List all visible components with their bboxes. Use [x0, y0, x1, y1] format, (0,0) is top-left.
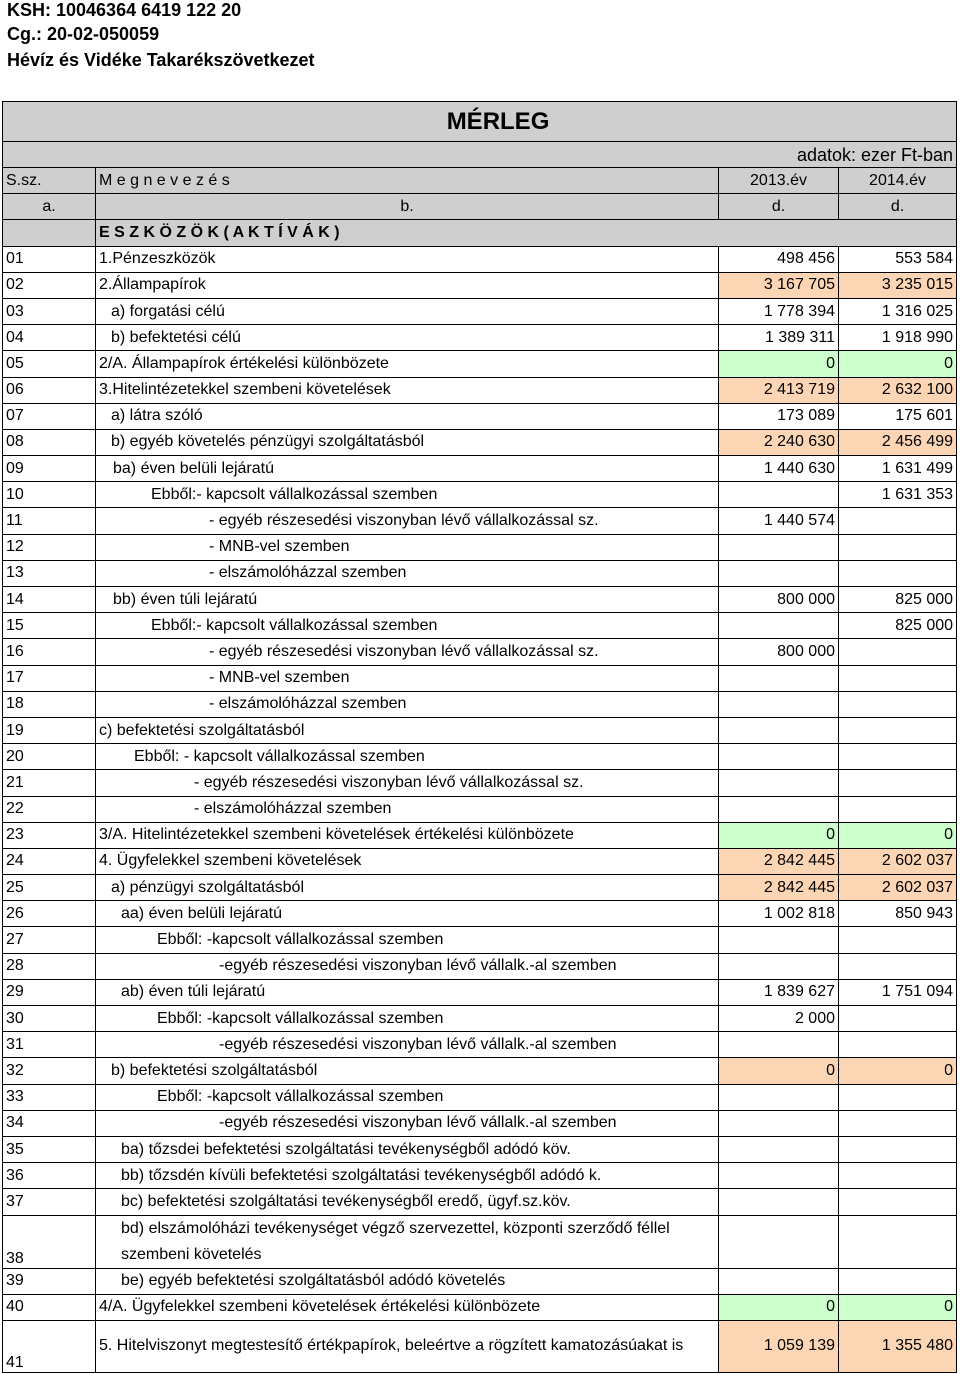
- value-2014: [839, 770, 957, 796]
- table-row: [3, 456, 957, 482]
- value-2013: [719, 927, 839, 953]
- table-row: [3, 1215, 957, 1268]
- table-row: [3, 1268, 957, 1294]
- table-row: [3, 1189, 957, 1215]
- balance-sheet-body: [3, 102, 957, 1373]
- row-label: 2/A. Állampapírok értékelési különbözete: [96, 351, 719, 377]
- row-label: - egyéb részesedési viszonyban lévő vállalkozással sz.: [96, 639, 719, 665]
- value-2013: [719, 953, 839, 979]
- value-2014: [839, 744, 957, 770]
- row-number: 06: [3, 377, 96, 403]
- table-row: [3, 429, 957, 455]
- value-2014: [839, 1189, 957, 1215]
- value-2013: 1 440 630: [719, 456, 839, 482]
- col-letter-d-2014: d.: [839, 194, 957, 220]
- value-2013: 1 389 311: [719, 325, 839, 351]
- row-number: 11: [3, 508, 96, 534]
- value-2013: 1 059 139: [719, 1320, 839, 1372]
- row-label: - elszámolóházzal szemben: [96, 691, 719, 717]
- value-2013: [719, 1032, 839, 1058]
- table-row: [3, 639, 957, 665]
- table-row: [3, 1294, 957, 1320]
- table-row: [3, 508, 957, 534]
- row-label: Ebből: -kapcsolt vállalkozással szemben: [96, 1084, 719, 1110]
- row-label: 4/A. Ügyfelekkel szembeni követelések értékelési különbözete: [96, 1294, 719, 1320]
- table-row: [3, 927, 957, 953]
- table-row: [3, 691, 957, 717]
- value-2014: [839, 665, 957, 691]
- row-label: -egyéb részesedési viszonyban lévő vállalk.-al szemben: [96, 1032, 719, 1058]
- value-2014: 1 751 094: [839, 979, 957, 1005]
- row-number: 01: [3, 246, 96, 272]
- table-row: [3, 1032, 957, 1058]
- value-2013: 498 456: [719, 246, 839, 272]
- value-2014: 1 631 353: [839, 482, 957, 508]
- col-header-2013: 2013.év: [719, 168, 839, 194]
- value-2013: [719, 796, 839, 822]
- row-label: bc) befektetési szolgáltatási tevékenységből eredő, ügyf.sz.köv.: [96, 1189, 719, 1215]
- value-2014: [839, 717, 957, 743]
- value-2013: 2 842 445: [719, 848, 839, 874]
- value-2014: 1 631 499: [839, 456, 957, 482]
- row-number: 36: [3, 1163, 96, 1189]
- row-label: c) befektetési szolgáltatásból: [96, 717, 719, 743]
- row-label: b) egyéb követelés pénzügyi szolgáltatásból: [96, 429, 719, 455]
- row-label: ba) tőzsdei befektetési szolgáltatási tevékenységből adódó köv.: [96, 1136, 719, 1162]
- value-2014: 2 602 037: [839, 875, 957, 901]
- value-2013: 2 413 719: [719, 377, 839, 403]
- table-row: [3, 1084, 957, 1110]
- row-number: 34: [3, 1110, 96, 1136]
- row-number: 37: [3, 1189, 96, 1215]
- value-2014: 175 601: [839, 403, 957, 429]
- table-row: [3, 325, 957, 351]
- table-row: [3, 848, 957, 874]
- row-number: 09: [3, 456, 96, 482]
- section-empty-cell: [3, 220, 96, 246]
- row-number: 22: [3, 796, 96, 822]
- row-number: 14: [3, 587, 96, 613]
- value-2014: 1 355 480: [839, 1320, 957, 1372]
- row-label: a) forgatási célú: [96, 298, 719, 324]
- row-label: b) befektetési célú: [96, 325, 719, 351]
- row-number: 33: [3, 1084, 96, 1110]
- row-label: -egyéb részesedési viszonyban lévő vállalk.-al szemben: [96, 1110, 719, 1136]
- row-number: 38: [3, 1215, 96, 1268]
- table-row: [3, 246, 957, 272]
- table-row: [3, 770, 957, 796]
- row-number: 19: [3, 717, 96, 743]
- row-number: 26: [3, 901, 96, 927]
- table-row: [3, 717, 957, 743]
- unit-label: adatok: ezer Ft-ban: [3, 142, 957, 168]
- row-number: 04: [3, 325, 96, 351]
- row-number: 03: [3, 298, 96, 324]
- row-number: 24: [3, 848, 96, 874]
- table-row: [3, 1320, 957, 1372]
- table-row: [3, 534, 957, 560]
- value-2013: 1 440 574: [719, 508, 839, 534]
- row-number: 05: [3, 351, 96, 377]
- value-2013: 2 842 445: [719, 875, 839, 901]
- row-label: Ebből:- kapcsolt vállalkozással szemben: [96, 482, 719, 508]
- value-2013: [719, 1268, 839, 1294]
- row-label: 5. Hitelviszonyt megtestesítő értékpapírok, beleértve a rögzített kamatozásúakat is: [96, 1320, 719, 1372]
- row-label: 3/A. Hitelintézetekkel szembeni követelések értékelési különbözete: [96, 822, 719, 848]
- row-number: 27: [3, 927, 96, 953]
- row-number: 07: [3, 403, 96, 429]
- value-2014: [839, 953, 957, 979]
- table-row: [3, 560, 957, 586]
- table-row: [3, 953, 957, 979]
- row-number: 35: [3, 1136, 96, 1162]
- row-label: ab) éven túli lejáratú: [96, 979, 719, 1005]
- table-row: [3, 272, 957, 298]
- table-row: [3, 744, 957, 770]
- table-row: [3, 901, 957, 927]
- section-title: E S Z K Ö Z Ö K ( A K T Í V Á K ): [96, 220, 957, 246]
- row-label: - egyéb részesedési viszonyban lévő vállalkozással sz.: [96, 770, 719, 796]
- row-label: - MNB-vel szemben: [96, 534, 719, 560]
- value-2014: [839, 1136, 957, 1162]
- value-2014: 553 584: [839, 246, 957, 272]
- row-number: 18: [3, 691, 96, 717]
- col-header-ssz: S.sz.: [3, 168, 96, 194]
- row-number: 41: [3, 1320, 96, 1372]
- value-2014: [839, 796, 957, 822]
- unit-row: [3, 142, 957, 168]
- table-row: [3, 822, 957, 848]
- row-label: - egyéb részesedési viszonyban lévő vállalkozással sz.: [96, 508, 719, 534]
- value-2014: 1 918 990: [839, 325, 957, 351]
- value-2014: [839, 1084, 957, 1110]
- value-2013: 1 778 394: [719, 298, 839, 324]
- value-2014: 0: [839, 1294, 957, 1320]
- row-label: 4. Ügyfelekkel szembeni követelések: [96, 848, 719, 874]
- row-number: 10: [3, 482, 96, 508]
- value-2013: [719, 691, 839, 717]
- row-label: Ebből: -kapcsolt vállalkozással szemben: [96, 1006, 719, 1032]
- row-label: ba) éven belüli lejáratú: [96, 456, 719, 482]
- value-2014: [839, 1006, 957, 1032]
- value-2013: [719, 482, 839, 508]
- row-number: 02: [3, 272, 96, 298]
- value-2014: [839, 1163, 957, 1189]
- section-row: [3, 220, 957, 246]
- value-2014: 825 000: [839, 587, 957, 613]
- value-2014: [839, 560, 957, 586]
- value-2013: 3 167 705: [719, 272, 839, 298]
- value-2013: [719, 1084, 839, 1110]
- col-letter-d-2013: d.: [719, 194, 839, 220]
- table-row: [3, 377, 957, 403]
- table-row: [3, 298, 957, 324]
- table-row: [3, 403, 957, 429]
- row-label: - MNB-vel szemben: [96, 665, 719, 691]
- value-2014: [839, 1110, 957, 1136]
- row-number: 17: [3, 665, 96, 691]
- table-row: [3, 587, 957, 613]
- value-2014: 2 632 100: [839, 377, 957, 403]
- table-row: [3, 1136, 957, 1162]
- row-label: a) pénzügyi szolgáltatásból: [96, 875, 719, 901]
- col-header-2014: 2014.év: [839, 168, 957, 194]
- table-row: [3, 613, 957, 639]
- table-row: [3, 875, 957, 901]
- table-row: [3, 1163, 957, 1189]
- table-row: [3, 482, 957, 508]
- value-2013: [719, 744, 839, 770]
- column-header-row: [3, 168, 957, 194]
- row-label: aa) éven belüli lejáratú: [96, 901, 719, 927]
- row-label: - elszámolóházzal szemben: [96, 796, 719, 822]
- table-row: [3, 1006, 957, 1032]
- value-2013: [719, 770, 839, 796]
- table-row: [3, 979, 957, 1005]
- value-2014: 1 316 025: [839, 298, 957, 324]
- value-2013: 800 000: [719, 639, 839, 665]
- value-2014: 0: [839, 822, 957, 848]
- row-label: 3.Hitelintézetekkel szembeni követelések: [96, 377, 719, 403]
- value-2014: [839, 639, 957, 665]
- table-row: [3, 1058, 957, 1084]
- row-number: 23: [3, 822, 96, 848]
- value-2014: [839, 691, 957, 717]
- value-2013: 0: [719, 351, 839, 377]
- value-2014: [839, 508, 957, 534]
- value-2013: [719, 560, 839, 586]
- value-2014: 2 456 499: [839, 429, 957, 455]
- value-2013: [719, 613, 839, 639]
- ksh-number: KSH: 10046364 6419 122 20: [7, 0, 242, 20]
- row-label: - elszámolóházzal szemben: [96, 560, 719, 586]
- value-2013: 800 000: [719, 587, 839, 613]
- value-2013: [719, 665, 839, 691]
- row-number: 15: [3, 613, 96, 639]
- table-title: MÉRLEG: [3, 102, 957, 142]
- table-row: [3, 351, 957, 377]
- row-label: bb) éven túli lejáratú: [96, 587, 719, 613]
- col-header-name: M e g n e v e z é s: [96, 168, 719, 194]
- row-number: 08: [3, 429, 96, 455]
- value-2013: 2 240 630: [719, 429, 839, 455]
- value-2014: 0: [839, 1058, 957, 1084]
- row-number: 16: [3, 639, 96, 665]
- value-2013: [719, 717, 839, 743]
- value-2013: [719, 1215, 839, 1268]
- row-label: Ebből: - kapcsolt vállalkozással szemben: [96, 744, 719, 770]
- value-2014: [839, 1215, 957, 1268]
- value-2014: 850 943: [839, 901, 957, 927]
- balance-sheet-table: [2, 101, 957, 1373]
- table-row: [3, 1110, 957, 1136]
- row-number: 20: [3, 744, 96, 770]
- row-number: 12: [3, 534, 96, 560]
- company-registration-number: Cg.: 20-02-050059: [7, 24, 160, 44]
- value-2014: 2 602 037: [839, 848, 957, 874]
- table-row: [3, 796, 957, 822]
- value-2013: 1 002 818: [719, 901, 839, 927]
- value-2014: [839, 534, 957, 560]
- row-label: -egyéb részesedési viszonyban lévő vállalk.-al szemben: [96, 953, 719, 979]
- value-2014: 0: [839, 351, 957, 377]
- value-2013: [719, 534, 839, 560]
- col-letter-a: a.: [3, 194, 96, 220]
- row-number: 28: [3, 953, 96, 979]
- row-label: bb) tőzsdén kívüli befektetési szolgáltatási tevékenységből adódó k.: [96, 1163, 719, 1189]
- value-2013: 1 839 627: [719, 979, 839, 1005]
- value-2014: 3 235 015: [839, 272, 957, 298]
- row-number: 29: [3, 979, 96, 1005]
- row-label: b) befektetési szolgáltatásból: [96, 1058, 719, 1084]
- organization-name: Hévíz és Vidéke Takarékszövetkezet: [7, 50, 315, 70]
- value-2013: [719, 1189, 839, 1215]
- row-label: 1.Pénzeszközök: [96, 246, 719, 272]
- value-2013: [719, 1163, 839, 1189]
- row-number: 13: [3, 560, 96, 586]
- value-2014: 825 000: [839, 613, 957, 639]
- col-letter-b: b.: [96, 194, 719, 220]
- value-2013: [719, 1110, 839, 1136]
- value-2013: [719, 1136, 839, 1162]
- row-number: 25: [3, 875, 96, 901]
- row-number: 30: [3, 1006, 96, 1032]
- row-label: 2.Állampapírok: [96, 272, 719, 298]
- value-2013: 0: [719, 1294, 839, 1320]
- row-label: Ebből:- kapcsolt vállalkozással szemben: [96, 613, 719, 639]
- row-number: 39: [3, 1268, 96, 1294]
- title-row: [3, 102, 957, 142]
- row-number: 40: [3, 1294, 96, 1320]
- value-2014: [839, 1268, 957, 1294]
- column-letter-row: [3, 194, 957, 220]
- row-number: 31: [3, 1032, 96, 1058]
- row-label: Ebből: -kapcsolt vállalkozással szemben: [96, 927, 719, 953]
- row-label: a) látra szóló: [96, 403, 719, 429]
- row-label: bd) elszámolóházi tevékenységet végző szervezettel, központi szerződő féllel szembeni követelés: [96, 1215, 719, 1268]
- value-2014: [839, 1032, 957, 1058]
- value-2013: 0: [719, 822, 839, 848]
- value-2013: 2 000: [719, 1006, 839, 1032]
- row-label: be) egyéb befektetési szolgáltatásból adódó követelés: [96, 1268, 719, 1294]
- value-2014: [839, 927, 957, 953]
- value-2013: 0: [719, 1058, 839, 1084]
- row-number: 21: [3, 770, 96, 796]
- table-row: [3, 665, 957, 691]
- value-2013: 173 089: [719, 403, 839, 429]
- row-number: 32: [3, 1058, 96, 1084]
